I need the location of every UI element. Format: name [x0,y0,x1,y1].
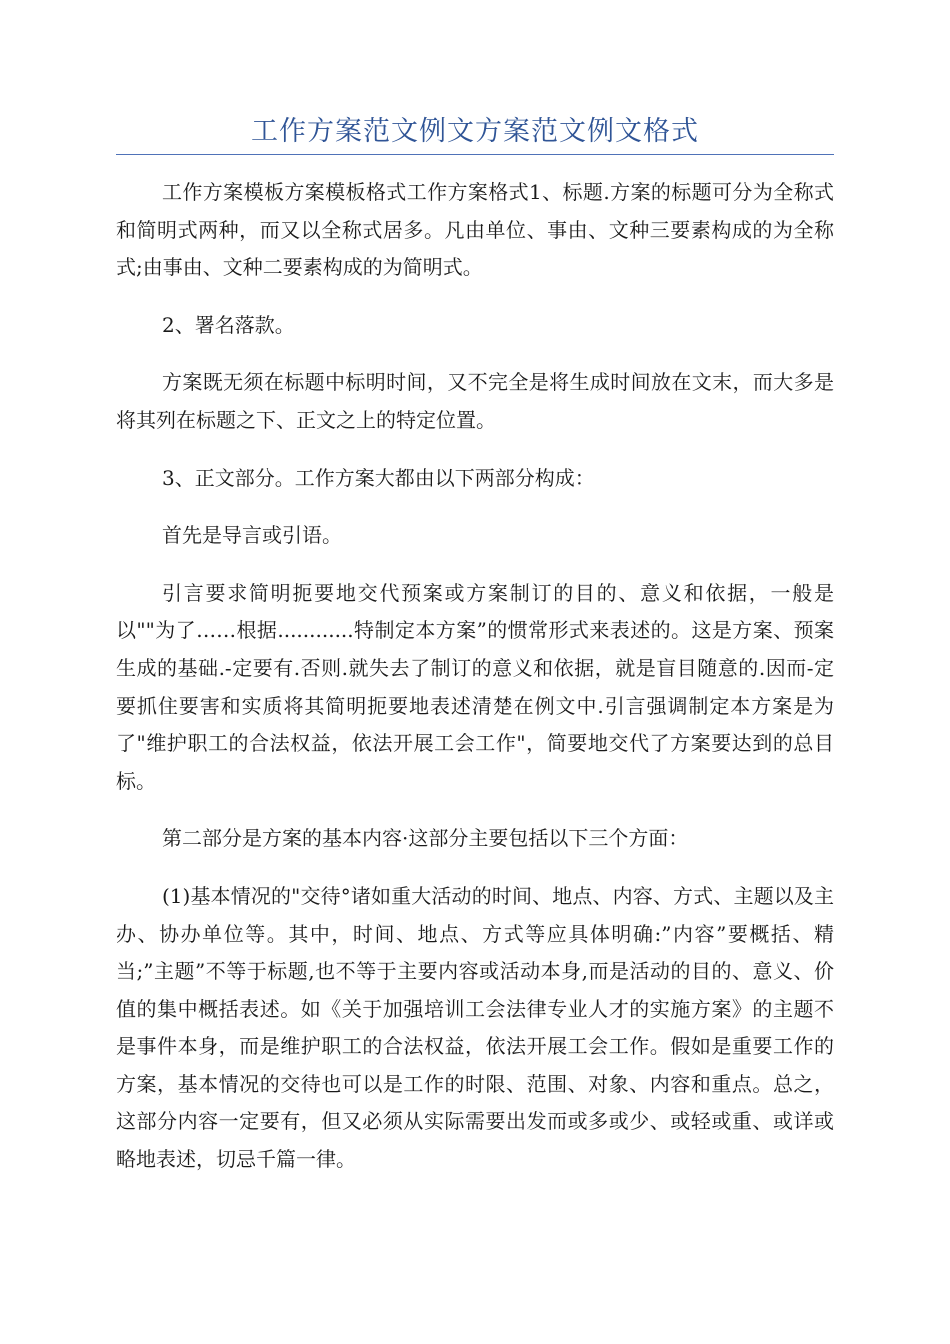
paragraph-intro: 工作方案模板方案模板格式工作方案格式1、标题.方案的标题可分为全称式和简明式两种，而又以全称式居多。凡由单位、事由、文种三要素构成的为全称式;由事由、文种二要素构成的为简明式。 [116,180,834,280]
paragraph-preface-detail: 引言要求简明扼要地交代预案或方案制订的目的、意义和依据，一般是以""为了……根据............特制定本方案”的惯常形式来表述的。这是方案、预案生成的基础.-定要有.否则.就失去了制订的意义和依据，就是盲目随意的.因而-定要抓住要害和实质将其简明扼要地表述清楚在例文中.引言强调制定本方案是为了"维护职工的合法权益，依法开展工会工作"，简要地交代了方案要达到的总目标。 [116,580,834,793]
paragraph-signature-detail: 方案既无须在标题中标明时间，又不完全是将生成时间放在文末，而大多是将其列在标题之下、正文之上的特定位置。 [116,370,834,432]
paragraph-signature-heading: 2、署名落款。 [162,312,295,337]
paragraph-preface-heading: 首先是导言或引语。 [162,523,342,548]
paragraph-basic-situation: (1)基本情况的"交待°诸如重大活动的时间、地点、内容、方式、主题以及主办、协办单位等。其中，时间、地点、方式等应具体明确:”内容”要概括、精当;”主题”不等于标题,也不等于主要内容或活动本身,而是活动的目的、意义、价值的集中概括表述。如《关于加强培训工会法律专业人才的实施方案》的主题不是事件本身，而是维护职工的合法权益，依法开展工会工作。假如是重要工作的方案，基本情况的交待也可以是工作的时限、范围、对象、内容和重点。总之，这部分内容一定要有，但又必须从实际需要出发而或多或少、或轻或重、或详或略地表述，切忌千篇一律。 [116,883,834,1172]
paragraph-body-heading: 3、正文部分。工作方案大都由以下两部分构成： [162,465,595,490]
document-body [116,174,834,1199]
paragraph-part-two-heading: 第二部分是方案的基本内容·这部分主要包括以下三个方面： [162,826,689,851]
document-title: 工作方案范文例文方案范文例文格式 [251,116,699,147]
title-underline [116,154,834,155]
